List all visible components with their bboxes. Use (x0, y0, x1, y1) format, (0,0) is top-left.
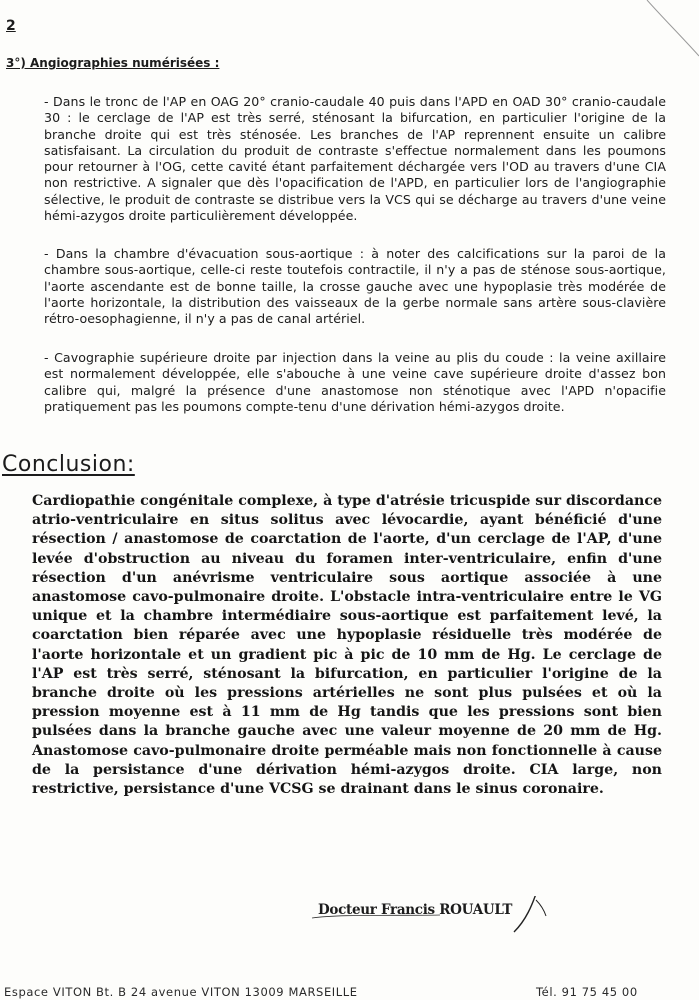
footer-phone: Tél. 91 75 45 00 (536, 985, 638, 999)
paragraph-subaortic-chamber: - Dans la chambre d'évacuation sous-aortique : à noter des calcifications sur la paroi de la chambre sous-aortique, celle-ci reste toutefois contractile, il n'y a pas de sténose sous-aortique, l'aorte ascendante est de bonne taille, la crosse gauche avec une hypoplasie très modérée de l'aorte horizontale, la distribution des vaisseaux de la gerbe normale sans artère sous-clavière rétro-oesophagienne, il n'y a pas de canal artériel. (44, 246, 666, 327)
footer-address: Espace VITON Bt. B 24 avenue VITON 13009 MARSEILLE (4, 985, 358, 999)
page-number: 2 (6, 18, 16, 34)
conclusion-heading: Conclusion: (2, 452, 135, 477)
paragraph-pulmonary-artery: - Dans le tronc de l'AP en OAG 20° cranio-caudale 40 puis dans l'APD en OAD 30° cranio-caudale 30 : le cerclage de l'AP est très serré, sténosant la bifurcation, en particulier l'origine de la branche droite qui est très sténosée. Les branches de l'AP reprennent ensuite un calibre satisfaisant. La circulation du produit de contraste s'effectue normalement dans les poumons pour retourner à l'OG, cette cavité étant parfaitement déchargée vers l'OD au travers d'une CIA non restrictive. A signaler que dès l'opacification de l'APD, en particulier lors de l'angiographie sélective, le produit de contraste se distribue vers la VCS qui se décharge au travers d'une veine hémi-azygos droite particulièrement développée. (44, 94, 666, 224)
signature-block (300, 896, 560, 930)
scan-corner-fold (629, 0, 699, 60)
section-title: 3°) Angiographies numérisées : (6, 56, 220, 70)
conclusion-text: Cardiopathie congénitale complexe, à type d'atrésie tricuspide sur discordance atrio-ventriculaire en situs solitus avec lévocardie, ayant bénéficié d'une résection / anastomose de coarctation de l'aorte, d'un cerclage de l'AP, d'une levée d'obstruction au niveau du foramen inter-ventriculaire, enfin d'une résection d'un anévrisme ventriculaire sous aortique associée à une anastomose cavo-pulmonaire droite. L'obstacle intra-ventriculaire entre le VG unique et la chambre intermédiaire sous-aortique est parfaitement levé, la coarctation bien réparée avec une hypoplasie résiduelle très modérée de l'aorte horizontale et un gradient pic à pic de 10 mm de Hg. Le cerclage de l'AP est très serré, sténosant la bifurcation, en particulier l'origine de la branche droite où les pressions artérielles ne sont plus pulsées et où la pression moyenne est à 11 mm de Hg tandis que les pressions sont bien pulsées dans la branche gauche avec une valeur moyenne de 20 mm de Hg. Anastomose cavo-pulmonaire droite perméable mais non fonctionnelle à cause de la persistance d'une dérivation hémi-azygos droite. CIA large, non restrictive, persistance d'une VCSG se drainant dans le sinus coronaire. (32, 493, 662, 798)
signature-name: Docteur Francis ROUAULT (318, 902, 513, 918)
paragraph-cavography: - Cavographie supérieure droite par injection dans la veine au plis du coude : la veine axillaire est normalement développée, elle s'abouche à une veine cave supérieure droite d'assez bon calibre qui, malgré la présence d'une anastomose non sténotique avec l'APD n'opacifie pratiquement pas les poumons compte-tenu d'une dérivation hémi-azygos droite. (44, 350, 666, 414)
